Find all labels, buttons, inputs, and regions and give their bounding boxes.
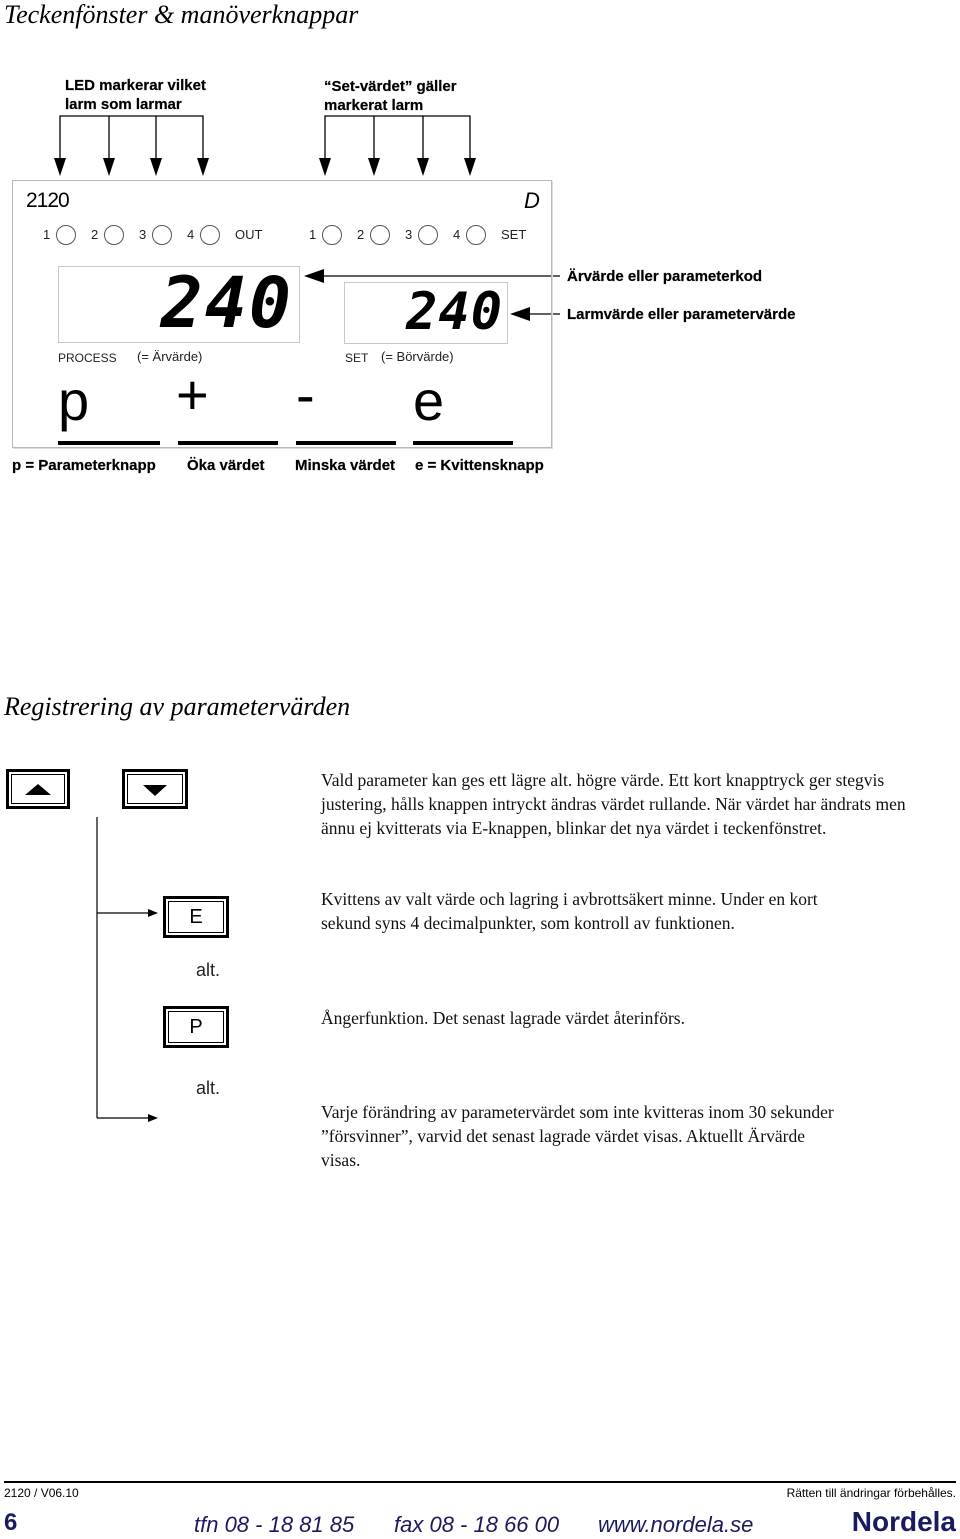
led-left-out: OUT [235, 227, 263, 242]
led-indicator-icon [152, 225, 172, 245]
led-indicator-icon [466, 225, 486, 245]
led-right-set: SET [501, 227, 527, 242]
p-button-label: P [189, 1016, 203, 1038]
process-value: 240 [160, 262, 293, 344]
led-indicator-icon [370, 225, 390, 245]
led-indicator-icon [322, 225, 342, 245]
led-right-3: 3 [405, 225, 453, 245]
brand-logo: Nordela [851, 1506, 956, 1537]
para-timeout: Varje förändring av parametervärdet som inte kvitteras inom 30 sekunder ”försvinner”, varvid det senast lagrade värdet visas. Aktuellt Ärvärde visas. [321, 1102, 834, 1170]
set-note: (= Börvärde) [381, 349, 454, 364]
label-larmvarde: Larmvärde eller parametervärde [567, 306, 796, 323]
led-right-2: 2 [357, 225, 405, 245]
led-left-1: 1 [43, 225, 91, 245]
led-left-3: 3 [139, 225, 187, 245]
caption-oka-vardet: Öka värdet [187, 457, 265, 474]
led-indicator-icon [200, 225, 220, 245]
key-e[interactable]: e [413, 381, 513, 445]
led-indicator-icon [418, 225, 438, 245]
device-panel [12, 180, 552, 448]
key-minus[interactable]: - [296, 381, 396, 445]
page-number: 6 [4, 1509, 18, 1536]
section-title-registrering: Registrering av parametervärden [4, 692, 351, 721]
led-left-2: 2 [91, 225, 139, 245]
set-label: SET [345, 351, 369, 365]
footer-rule [4, 1481, 956, 1483]
footer-version: 2120 / V06.10 [4, 1486, 79, 1500]
alt-label-1: alt. [196, 960, 221, 980]
callout-set-line-2: markerat larm [324, 97, 424, 114]
caption-kvittensknapp: e = Kvittensknapp [415, 457, 544, 474]
callout-set-line-1: “Set-värdet” gäller [324, 78, 457, 95]
key-plus[interactable]: + [178, 381, 278, 445]
para-anger: Ångerfunktion. Det senast lagrade värdet återinförs. [321, 1008, 685, 1028]
footer-web[interactable]: www.nordela.se [598, 1512, 754, 1537]
device-letter: D [524, 188, 540, 213]
process-label: PROCESS [58, 351, 117, 365]
led-row-left [43, 225, 295, 245]
set-value: 240 [406, 282, 503, 342]
set-display [344, 282, 508, 344]
e-button-label: E [189, 906, 203, 928]
p-button[interactable] [163, 1006, 229, 1048]
process-display [58, 262, 300, 344]
callout-led-line-1: LED markerar vilket [65, 77, 206, 94]
led-right-1: 1 [309, 225, 357, 245]
led-row-right [309, 225, 541, 245]
callout-led-line-2: larm som larmar [65, 96, 182, 113]
led-indicator-icon [104, 225, 124, 245]
led-right-4: 4 [453, 225, 501, 245]
caption-parameterknapp: p = Parameterknapp [12, 457, 156, 474]
section-title-display: Teckenfönster & manöverknappar [4, 0, 359, 29]
e-button[interactable] [163, 896, 229, 938]
key-p[interactable]: p [58, 381, 160, 445]
alt-label-2: alt. [196, 1078, 221, 1098]
footer-rights: Rätten till ändringar förbehålles. [786, 1486, 956, 1500]
footer-fax: fax 08 - 18 66 00 [394, 1512, 560, 1537]
led-left-4: 4 [187, 225, 235, 245]
process-note: (= Ärvärde) [137, 349, 203, 364]
para-adjust: Vald parameter kan ges ett lägre alt. högre värde. Ett kort knapptryck ger stegvis justering, hålls knappen intryckt ändras värdet rullande. När värdet har ändrats men ännu ej kvitterats via E-knappen, blinkar det nya värdet i teckenfönstret. [321, 770, 906, 838]
footer-phone: tfn 08 - 18 81 85 [194, 1512, 355, 1537]
caption-minska-vardet: Minska värdet [295, 457, 396, 474]
label-arvarde: Ärvärde eller parameterkod [567, 268, 763, 285]
device-model: 2120 [26, 189, 69, 212]
led-indicator-icon [56, 225, 76, 245]
para-kvittens: Kvittens av valt värde och lagring i avbrottsäkert minne. Under en kort sekund syns 4 decimalpunkter, som kontroll av funktionen. [321, 889, 818, 933]
